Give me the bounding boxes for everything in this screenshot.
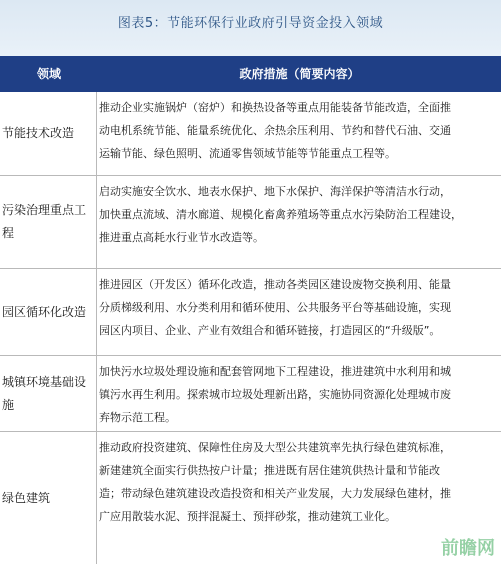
row-label-line: 程 <box>2 226 15 240</box>
content-line: 镇污水再生利用。探索城市垃圾处理新出路，实施协同资源化处理城市废 <box>99 388 451 401</box>
table-row <box>0 269 501 356</box>
row-label <box>0 176 97 268</box>
content-line: 加快污水垃圾处理设施和配套管网地下工程建设，推进建筑中水利用和城 <box>99 365 451 378</box>
row-label-line: 施 <box>2 397 15 412</box>
content-line: 广应用散装水泥、预拌混凝土、预拌砂浆，推动建筑工业化。 <box>99 510 396 523</box>
table-row <box>0 92 501 176</box>
content-line: 推动企业实施锅炉（窑炉）和换热设备等重点用能装备节能改造，全面推 <box>99 101 451 114</box>
table-row <box>0 432 501 564</box>
row-content <box>99 356 501 431</box>
header-measures: 政府措施（简要内容） <box>239 67 360 81</box>
content-line: 推动政府投资建筑、保障性住房及大型公共建筑率先执行绿色建筑标准， <box>99 441 451 454</box>
row-content <box>99 269 501 355</box>
row-label-line: 城镇环境基础设 <box>2 374 87 389</box>
row-label <box>0 432 97 564</box>
content-line: 新建建筑全面实行供热按户计量；推进既有居住建筑供热计量和节能改 <box>99 464 440 477</box>
table-title: 图表5：节能环保行业政府引导资金投入领域 <box>117 16 384 31</box>
table-row <box>0 176 501 269</box>
row-content <box>99 92 501 175</box>
row-label <box>0 92 97 175</box>
row-label-line: 污染治理重点工 <box>2 203 87 217</box>
row-label <box>0 356 97 431</box>
watermark-logo: 前瞻网 <box>441 538 495 559</box>
content-line: 分质梯级利用、水分类利用和循环使用、公共服务平台等基础设施，实现 <box>99 301 451 314</box>
row-label-line: 绿色建筑 <box>2 490 51 505</box>
content-line: 推进园区（开发区）循环化改造，推动各类园区建设废物交换利用、能量 <box>99 278 451 291</box>
content-line: 动电机系统节能、能量系统优化、余热余压利用、节约和替代石油、交通 <box>99 124 451 137</box>
table-header <box>0 56 501 92</box>
table-row <box>0 356 501 432</box>
content-line: 加快重点流域、清水廊道、规模化畜禽养殖场等重点水污染防治工程建设， <box>99 208 462 221</box>
content-line: 运输节能、绿色照明、流通零售领域节能等节能重点工程等。 <box>99 147 396 160</box>
content-line: 弃物示范工程。 <box>99 411 176 424</box>
content-line: 造；带动绿色建筑建设改造投资和相关产业发展，大力发展绿色建材，推 <box>99 487 451 500</box>
row-content <box>99 176 501 268</box>
row-label-line: 节能技术改造 <box>2 126 75 140</box>
content-line: 推进重点高耗水行业节水改造等。 <box>99 231 264 244</box>
title-bar <box>0 0 501 56</box>
row-label <box>0 269 97 355</box>
header-field: 领域 <box>36 67 61 81</box>
content-line: 启动实施安全饮水、地表水保护、地下水保护、海洋保护等清洁水行动， <box>99 185 451 198</box>
row-label-line: 园区循环化改造 <box>2 304 87 319</box>
content-line: 园区内项目、企业、产业有效组合和循环链接，打造园区的“升级版”。 <box>99 324 441 337</box>
